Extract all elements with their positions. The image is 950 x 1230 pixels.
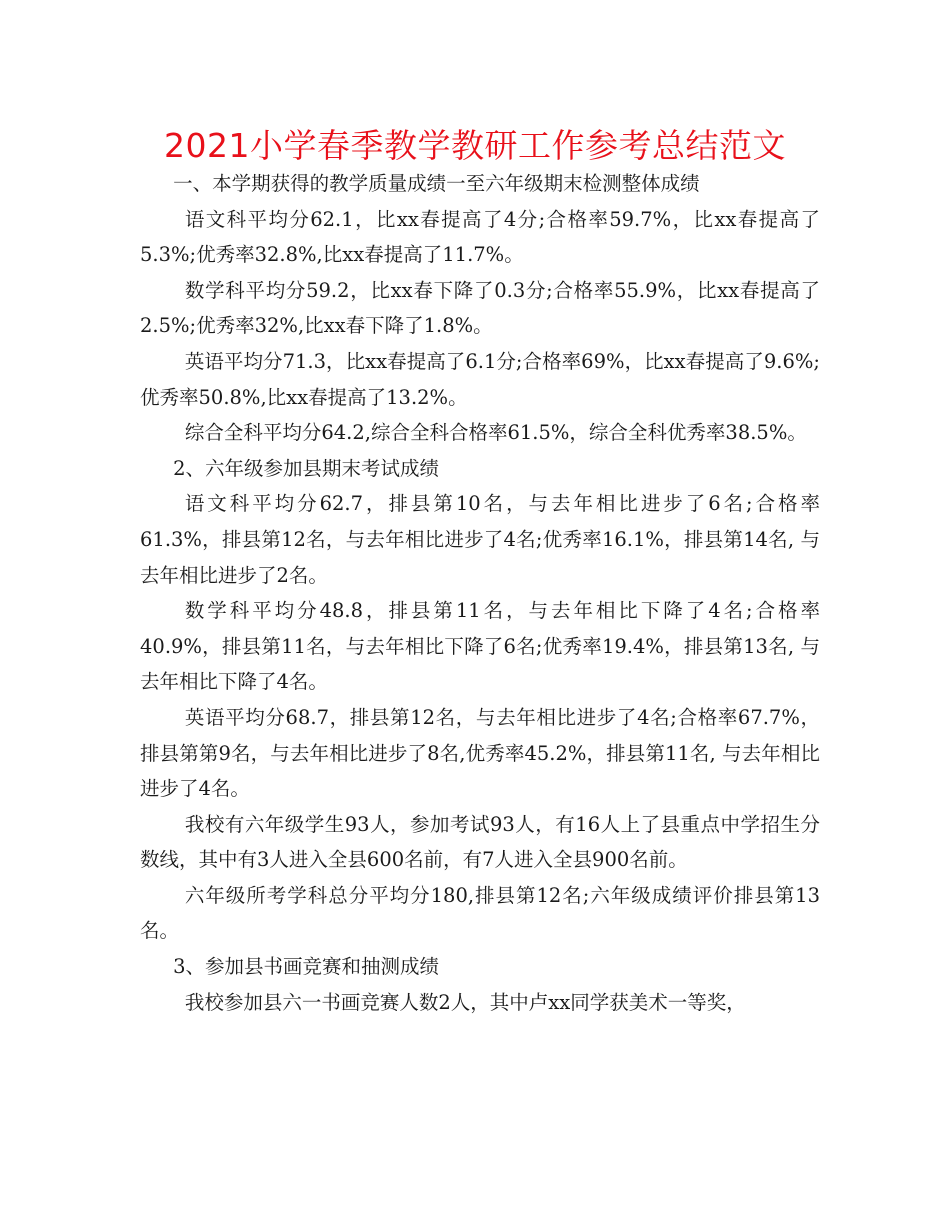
page-title: 2021小学春季教学教研工作参考总结范文 xyxy=(164,126,786,165)
document-body xyxy=(140,166,820,1020)
paragraph: 我校参加县六一书画竞赛人数2人，其中卢xx同学获美术一等奖， xyxy=(184,990,746,1014)
paragraph: 数学科平均分48.8，排县第11名，与去年相比下降了4名;合格率40.9%，排县第11名，与去年相比下降了6名;优秀率19.4%，排县第13名, 与去年相比下降了4名。 xyxy=(140,599,820,694)
section-heading: 2、六年级参加县期末考试成绩 xyxy=(173,456,440,480)
paragraph: 六年级所考学科总分平均分180,排县第12名;六年级成绩评价排县第13名。 xyxy=(140,883,820,943)
section-heading: 3、参加县书画竞赛和抽测成绩 xyxy=(173,955,440,979)
paragraph: 数学科平均分59.2，比xx春下降了0.3分;合格率55.9%，比xx春提高了2.5%;优秀率32%,比xx春下降了1.8%。 xyxy=(140,278,820,338)
paragraph: 综合全科平均分64.2,综合全科合格率61.5%，综合全科优秀率38.5%。 xyxy=(184,421,807,445)
paragraph: 英语平均分68.7，排县第12名，与去年相比进步了4名;合格率67.7%，排县第第9名，与去年相比进步了8名,优秀率45.2%，排县第11名, 与去年相比进步了4名。 xyxy=(140,705,820,801)
paragraph: 英语平均分71.3，比xx春提高了6.1分;合格率69%，比xx春提高了9.6%;优秀率50.8%,比xx春提高了13.2%。 xyxy=(140,349,820,409)
paragraph: 我校有六年级学生93人，参加考试93人，有16人上了县重点中学招生分数线，其中有3人进入全县600名前，有7人进入全县900名前。 xyxy=(140,812,820,872)
paragraph: 语文科平均分62.1，比xx春提高了4分;合格率59.7%，比xx春提高了5.3%;优秀率32.8%,比xx春提高了11.7%。 xyxy=(140,207,820,267)
section-heading: 一、本学期获得的教学质量成绩一至六年级期末检测整体成绩 xyxy=(173,172,700,195)
paragraph: 语文科平均分62.7，排县第10名，与去年相比进步了6名;合格率61.3%，排县第12名，与去年相比进步了4名;优秀率16.1%，排县第14名, 与去年相比进步了2名。 xyxy=(140,492,820,587)
